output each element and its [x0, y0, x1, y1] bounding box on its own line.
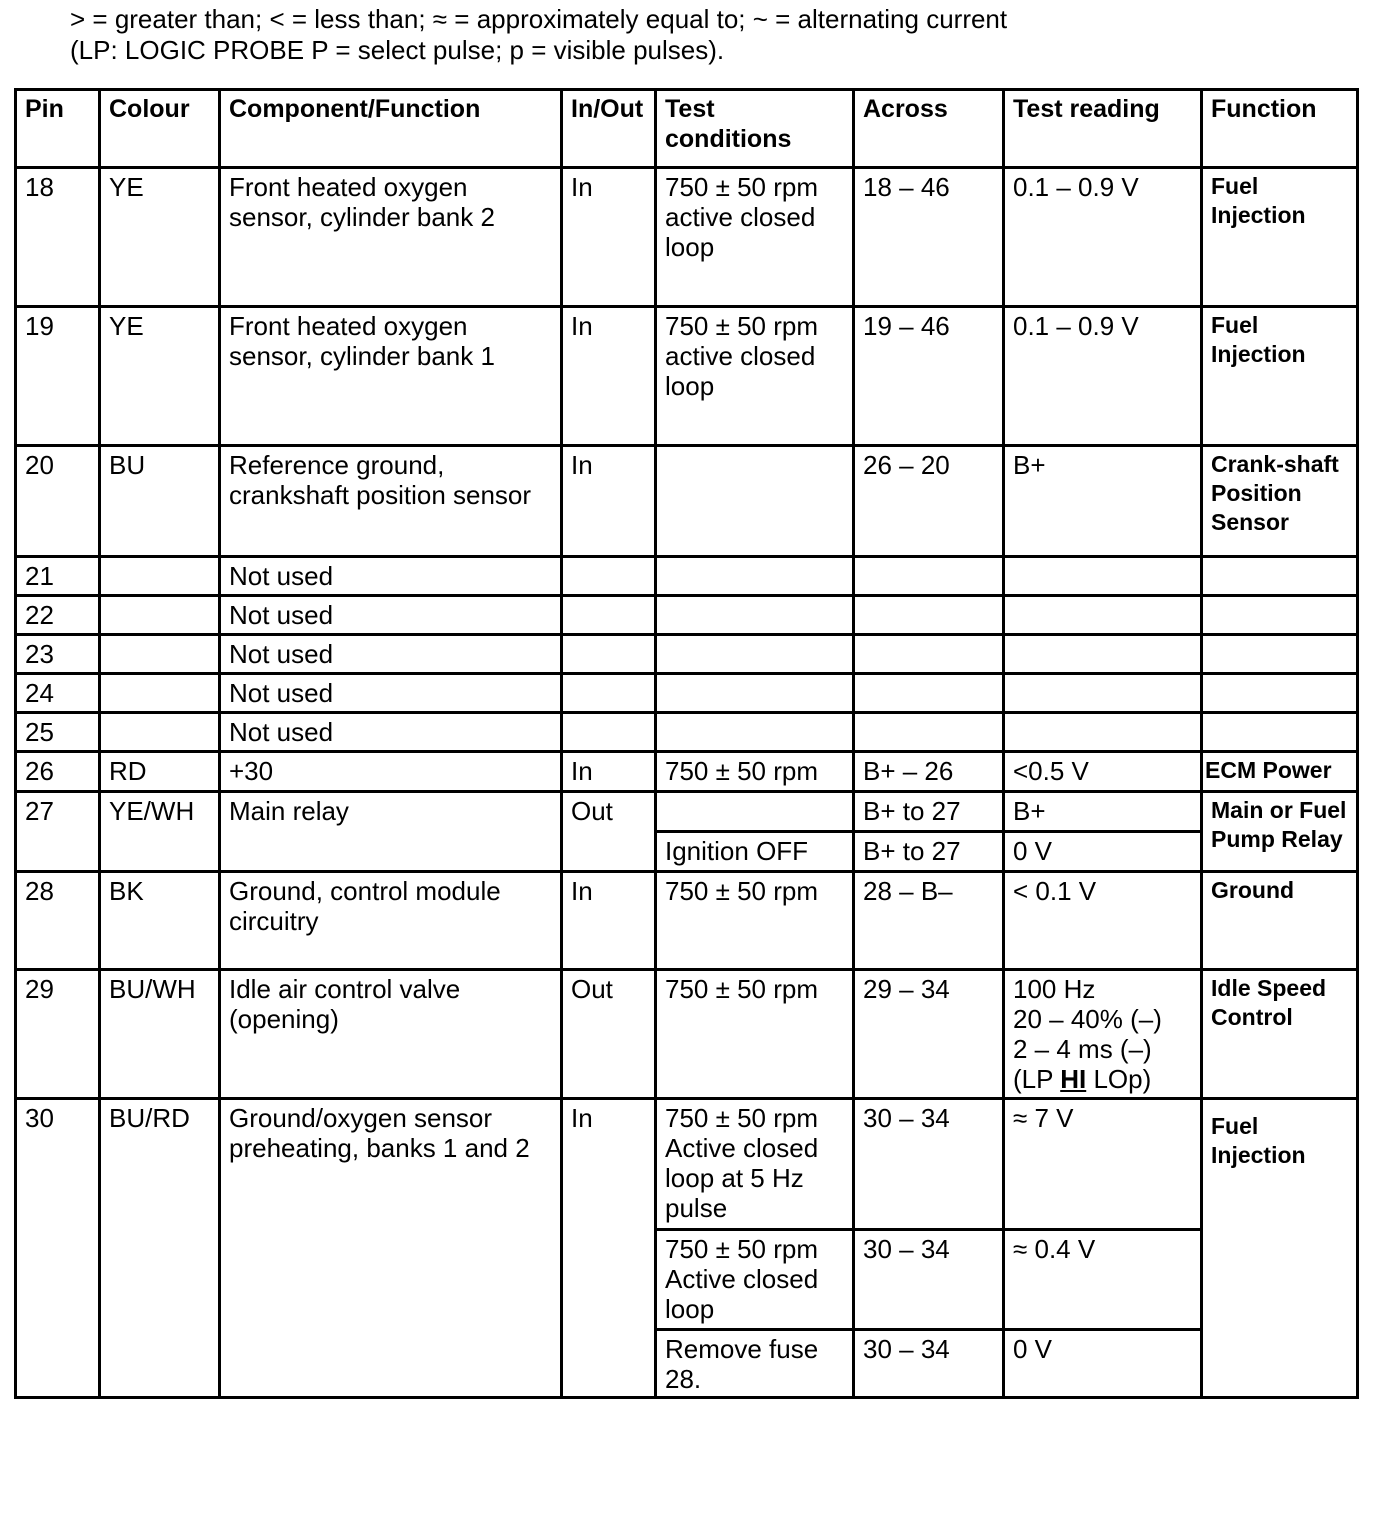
lp-suffix: LOp)	[1086, 1064, 1152, 1094]
component-cell: Not used	[220, 596, 562, 635]
pin-cell: 29	[16, 970, 100, 1099]
pin-table	[14, 88, 1359, 1399]
function-cell	[1202, 674, 1358, 713]
reading-line: 20 – 40% (–)	[1013, 1004, 1162, 1034]
conditions-cell	[656, 557, 854, 596]
reading-cell: ≈ 0.4 V	[1004, 1230, 1202, 1330]
across-cell: 28 – B–	[854, 872, 1004, 970]
pin-cell: 21	[16, 557, 100, 596]
colour-cell	[100, 557, 220, 596]
inout-cell	[562, 635, 656, 674]
function-cell: Idle Speed Control	[1202, 970, 1358, 1099]
component-cell: Ground, control module circuitry	[220, 872, 562, 970]
function-cell	[1202, 557, 1358, 596]
header-pin: Pin	[16, 90, 100, 168]
inout-cell: In	[562, 872, 656, 970]
header-colour: Colour	[100, 90, 220, 168]
table-row	[16, 596, 1358, 635]
header-component: Component/Function	[220, 90, 562, 168]
pin-cell: 20	[16, 446, 100, 557]
reading-cell: <0.5 V	[1004, 752, 1202, 792]
table-row	[16, 635, 1358, 674]
table-row	[16, 752, 1358, 792]
component-cell: Ground/oxygen sensor preheating, banks 1 and 2	[220, 1099, 562, 1398]
conditions-cell: 750 ± 50 rpm active closed loop	[656, 168, 854, 307]
inout-cell: In	[562, 168, 656, 307]
table-row	[16, 872, 1358, 970]
across-cell: 19 – 46	[854, 307, 1004, 446]
conditions-cell	[656, 635, 854, 674]
colour-cell	[100, 596, 220, 635]
reading-cell: B+	[1004, 446, 1202, 557]
lp-hi: HI	[1060, 1064, 1087, 1094]
legend-line-1: > = greater than; < = less than; ≈ = approximately equal to; ~ = alternating current	[70, 4, 1008, 34]
reading-cell	[1004, 713, 1202, 752]
conditions-cell	[656, 713, 854, 752]
across-cell	[854, 557, 1004, 596]
conditions-cell: 750 ± 50 rpm Active closed loop	[656, 1230, 854, 1330]
pin-cell: 25	[16, 713, 100, 752]
lp-prefix: (LP	[1013, 1064, 1061, 1094]
reading-line: 100 Hz	[1013, 974, 1096, 1004]
inout-cell: In	[562, 1099, 656, 1398]
table-row	[16, 792, 1358, 832]
colour-cell: RD	[100, 752, 220, 792]
colour-cell: BU/RD	[100, 1099, 220, 1398]
reading-cell	[1004, 970, 1202, 1099]
conditions-cell: 750 ± 50 rpm	[656, 872, 854, 970]
reading-cell	[1004, 635, 1202, 674]
function-cell	[1202, 635, 1358, 674]
component-cell: Not used	[220, 635, 562, 674]
colour-cell: BK	[100, 872, 220, 970]
across-cell: B+ – 26	[854, 752, 1004, 792]
colour-cell	[100, 635, 220, 674]
reading-cell: 0 V	[1004, 1330, 1202, 1398]
legend	[70, 4, 1007, 66]
function-cell: Fuel Injection	[1202, 168, 1358, 307]
table-row	[16, 557, 1358, 596]
colour-cell: YE	[100, 307, 220, 446]
function-cell: Crank-shaft Position Sensor	[1202, 446, 1358, 557]
colour-cell: YE	[100, 168, 220, 307]
inout-cell: In	[562, 752, 656, 792]
table-row	[16, 446, 1358, 557]
conditions-cell	[656, 446, 854, 557]
reading-cell: < 0.1 V	[1004, 872, 1202, 970]
header-across: Across	[854, 90, 1004, 168]
header-function: Function	[1202, 90, 1358, 168]
reading-cell: 0.1 – 0.9 V	[1004, 307, 1202, 446]
inout-cell: In	[562, 446, 656, 557]
pin-cell: 27	[16, 792, 100, 872]
across-cell: 29 – 34	[854, 970, 1004, 1099]
function-cell: ECM Power	[1202, 752, 1358, 792]
header-test-reading: Test reading	[1004, 90, 1202, 168]
pin-cell: 19	[16, 307, 100, 446]
table-row	[16, 674, 1358, 713]
inout-cell	[562, 557, 656, 596]
component-cell: Main relay	[220, 792, 562, 872]
conditions-cell: 750 ± 50 rpm Active closed loop at 5 Hz pulse	[656, 1099, 854, 1230]
colour-cell: YE/WH	[100, 792, 220, 872]
conditions-cell	[656, 674, 854, 713]
pin-cell: 24	[16, 674, 100, 713]
function-cell	[1202, 713, 1358, 752]
conditions-cell: Remove fuse 28.	[656, 1330, 854, 1398]
colour-cell: BU/WH	[100, 970, 220, 1099]
conditions-cell	[656, 596, 854, 635]
inout-cell	[562, 596, 656, 635]
pin-cell: 18	[16, 168, 100, 307]
reading-cell	[1004, 596, 1202, 635]
legend-line-2: (LP: LOGIC PROBE P = select pulse; p = visible pulses).	[70, 35, 725, 65]
function-cell	[1202, 596, 1358, 635]
component-cell: Front heated oxygen sensor, cylinder bank 2	[220, 168, 562, 307]
component-cell: Front heated oxygen sensor, cylinder bank 1	[220, 307, 562, 446]
table-row	[16, 970, 1358, 1099]
table-row	[16, 168, 1358, 307]
inout-cell	[562, 713, 656, 752]
conditions-cell: 750 ± 50 rpm active closed loop	[656, 307, 854, 446]
colour-cell	[100, 674, 220, 713]
across-cell: B+ to 27	[854, 832, 1004, 872]
across-cell: B+ to 27	[854, 792, 1004, 832]
inout-cell: Out	[562, 792, 656, 872]
pin-cell: 30	[16, 1099, 100, 1398]
across-cell: 26 – 20	[854, 446, 1004, 557]
reading-cell	[1004, 674, 1202, 713]
conditions-cell	[656, 792, 854, 832]
across-cell: 30 – 34	[854, 1330, 1004, 1398]
reading-cell: ≈ 7 V	[1004, 1099, 1202, 1230]
pin-cell: 28	[16, 872, 100, 970]
reading-line	[1013, 1064, 1192, 1094]
conditions-cell: Ignition OFF	[656, 832, 854, 872]
function-cell: Main or Fuel Pump Relay	[1202, 792, 1358, 872]
table-row	[16, 713, 1358, 752]
pin-cell: 26	[16, 752, 100, 792]
function-cell: Ground	[1202, 872, 1358, 970]
table-row	[16, 1099, 1358, 1230]
function-cell: Fuel Injection	[1202, 307, 1358, 446]
component-cell: Idle air control valve (opening)	[220, 970, 562, 1099]
component-cell: Not used	[220, 713, 562, 752]
across-cell	[854, 635, 1004, 674]
across-cell: 18 – 46	[854, 168, 1004, 307]
component-cell: Not used	[220, 674, 562, 713]
function-cell: Fuel Injection	[1202, 1099, 1358, 1398]
inout-cell	[562, 674, 656, 713]
across-cell: 30 – 34	[854, 1099, 1004, 1230]
reading-cell: 0.1 – 0.9 V	[1004, 168, 1202, 307]
header-row	[16, 90, 1358, 168]
header-inout: In/Out	[562, 90, 656, 168]
across-cell	[854, 674, 1004, 713]
across-cell	[854, 713, 1004, 752]
component-cell: Reference ground, crankshaft position sensor	[220, 446, 562, 557]
pin-cell: 23	[16, 635, 100, 674]
across-cell	[854, 596, 1004, 635]
reading-cell: B+	[1004, 792, 1202, 832]
reading-cell	[1004, 557, 1202, 596]
inout-cell: Out	[562, 970, 656, 1099]
reading-line: 2 – 4 ms (–)	[1013, 1034, 1152, 1064]
colour-cell: BU	[100, 446, 220, 557]
across-cell: 30 – 34	[854, 1230, 1004, 1330]
colour-cell	[100, 713, 220, 752]
reading-cell: 0 V	[1004, 832, 1202, 872]
inout-cell: In	[562, 307, 656, 446]
conditions-cell: 750 ± 50 rpm	[656, 970, 854, 1099]
conditions-cell: 750 ± 50 rpm	[656, 752, 854, 792]
pin-cell: 22	[16, 596, 100, 635]
component-cell: +30	[220, 752, 562, 792]
table-row	[16, 307, 1358, 446]
component-cell: Not used	[220, 557, 562, 596]
header-test-conditions: Test conditions	[656, 90, 854, 168]
